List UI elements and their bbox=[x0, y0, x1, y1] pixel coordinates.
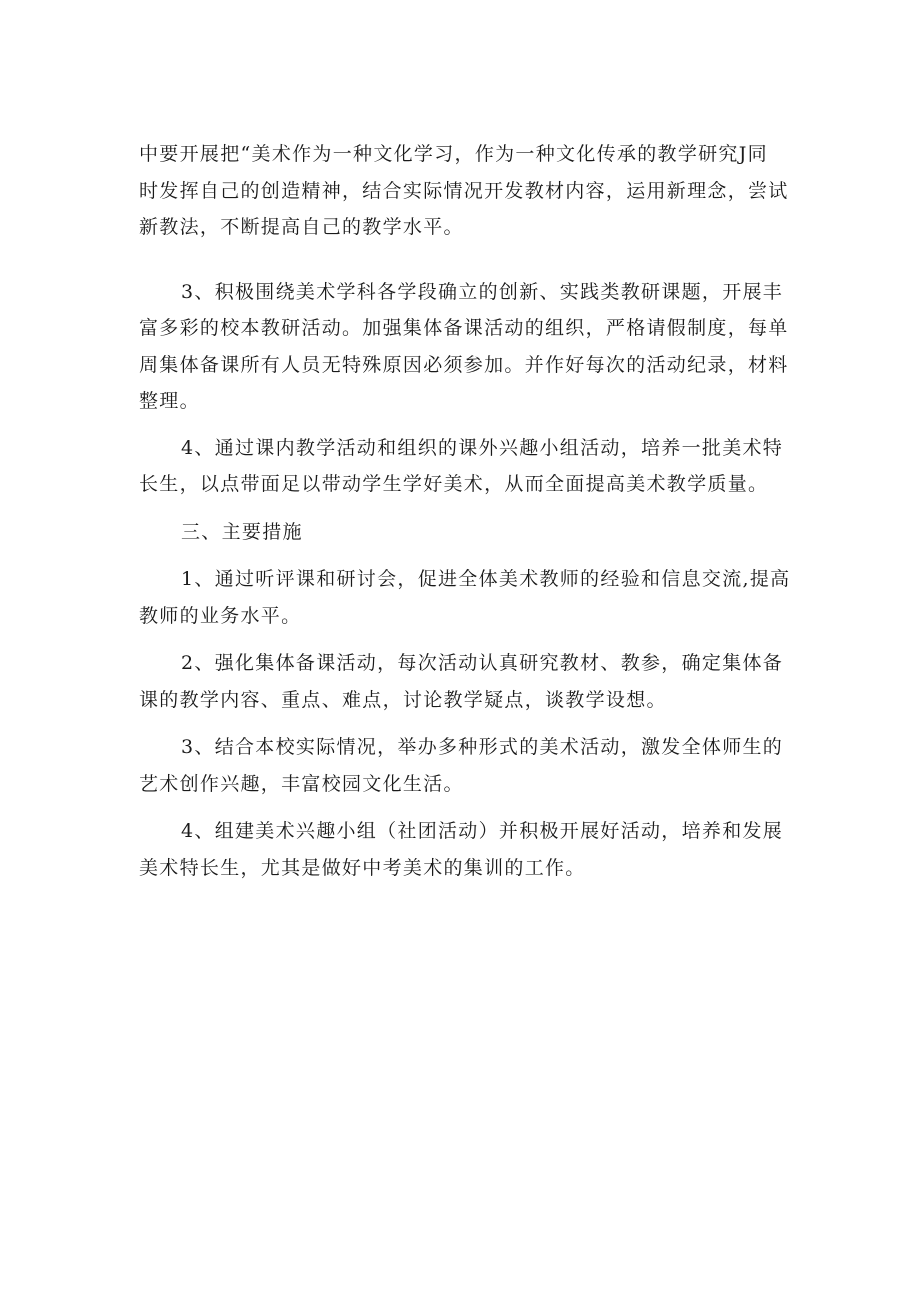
paragraph-measure-4 bbox=[139, 813, 784, 886]
text-line: 中要开展把“美术作为一种文化学习，作为一种文化传承的教学研究J同 bbox=[139, 143, 768, 165]
text-line: 2、强化集体备课活动，每次活动认真研究教材、教参，确定集体备 bbox=[181, 652, 784, 674]
paragraph-item-4 bbox=[139, 430, 784, 503]
text-line: 1、通过听评课和研讨会，促进全体美术教师的经验和信息交流,提高 bbox=[181, 568, 791, 590]
section-heading bbox=[139, 514, 784, 551]
paragraph-item-3 bbox=[139, 274, 789, 420]
heading-text: 三、主要措施 bbox=[181, 520, 303, 543]
text-line: 4、组建美术兴趣小组（社团活动）并积极开展好活动，培养和发展 bbox=[181, 820, 784, 842]
text-line: 教师的业务水平。 bbox=[139, 604, 302, 627]
paragraph-measure-2 bbox=[139, 645, 784, 718]
text-line: 4、通过课内教学活动和组织的课外兴趣小组活动，培养一批美术特 bbox=[181, 436, 784, 459]
text-line: 整理。 bbox=[139, 390, 200, 412]
text-line: 时发挥自己的创造精神，结合实际情况开发教材内容，运用新理念，尝试 bbox=[139, 179, 789, 202]
text-line: 3、结合本校实际情况，举办多种形式的美术活动，激发全体师生的 bbox=[181, 736, 784, 758]
text-line: 3、积极围绕美术学科各学段确立的创新、实践类教研课题，开展丰 bbox=[181, 280, 784, 303]
text-line: 艺术创作兴趣，丰富校园文化生活。 bbox=[139, 772, 464, 795]
document-body bbox=[139, 136, 791, 886]
paragraph-measure-1 bbox=[139, 561, 791, 634]
text-line: 富多彩的校本教研活动。加强集体备课活动的组织，严格请假制度，每单 bbox=[139, 317, 789, 339]
text-line: 周集体备课所有人员无特殊原因必须参加。并作好每次的活动纪录，材料 bbox=[139, 353, 789, 376]
text-line: 新教法，不断提高自己的教学水平。 bbox=[139, 216, 464, 238]
paragraph-measure-3 bbox=[139, 729, 784, 802]
text-line: 美术特长生，尤其是做好中考美术的集训的工作。 bbox=[139, 856, 586, 879]
text-line: 课的教学内容、重点、难点，讨论教学疑点，谈教学设想。 bbox=[139, 688, 667, 711]
paragraph-continuation bbox=[139, 136, 789, 246]
text-line: 长生，以点带面足以带动学生学好美术，从而全面提高美术教学质量。 bbox=[139, 473, 769, 495]
